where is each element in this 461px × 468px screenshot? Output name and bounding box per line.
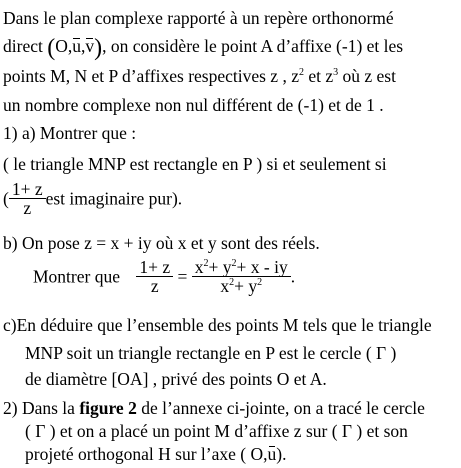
equals-sign: =	[177, 266, 188, 287]
fraction-denominator: z	[23, 198, 32, 218]
intro-line-4: un nombre complexe non nul différent de (-1) et de 1 .	[3, 95, 384, 115]
question-1a-fraction-line	[3, 180, 182, 226]
fraction-1-plus-z-over-z	[9, 180, 46, 217]
q2-projection-text: projeté orthogonal H sur l’axe ( O,	[25, 444, 268, 464]
lhs-denominator: z	[150, 276, 159, 296]
rhs-denominator: $x^2+ y^2$	[220, 276, 263, 296]
question-1c-line-1: c)En déduire que l’ensemble des points M tels que le triangle	[3, 315, 432, 335]
show-that-text: Montrer que	[33, 266, 120, 287]
question-1b-equation	[33, 258, 295, 308]
intro-direct: direct	[3, 36, 43, 56]
lhs-numerator: 1+ z	[136, 258, 173, 277]
question-1c-line-3: de diamètre [OA] , privé des points O et A.	[25, 369, 327, 389]
intro-line-2: direct (O,u,v), on considère le point A d’affixe (-1) et les	[3, 35, 404, 61]
imaginary-pure-text: est imaginaire pur).	[45, 188, 183, 209]
rhs-numerator: $x^2+ y^2+ x$ - iy	[192, 258, 291, 277]
question-2-line-3	[25, 444, 286, 464]
open-paren: (	[3, 188, 9, 209]
exponent-3: 3	[333, 67, 339, 79]
question-2-line-2: ( Γ ) et on a placé un point M d’affixe z sur ( Γ ) et son	[25, 421, 408, 441]
intro-where-z: où z est	[338, 66, 396, 86]
figure-2-label: figure 2	[79, 398, 137, 418]
equation-period: .	[290, 266, 296, 287]
frame-close-paren: )	[94, 35, 103, 61]
rhs-fraction	[192, 258, 291, 295]
frame-vector-u: u	[72, 36, 81, 56]
question-1b-heading: b) On pose z = x + iy où x et y sont des réels.	[3, 233, 320, 253]
axis-vector-u: u	[267, 444, 277, 464]
q2-close: ).	[276, 444, 287, 464]
question-1a-heading: 1) a) Montrer que :	[3, 123, 137, 143]
frame-origin: O	[55, 36, 68, 56]
q2-intro-rest: de l’annexe ci-jointe, on a tracé le cercle	[136, 398, 425, 418]
frame-vector-v: v	[85, 36, 95, 56]
lhs-fraction	[136, 258, 173, 295]
intro-line-3	[3, 66, 396, 86]
exponent-2: 2	[298, 67, 304, 79]
intro-and-z: et z	[303, 66, 334, 86]
question-1c-line-2: MNP soit un triangle rectangle en P est le cercle ( Γ )	[25, 343, 397, 363]
intro-points: points M, N et P d’affixes respectives z , z	[3, 66, 299, 86]
fraction-numerator: 1+ z	[9, 180, 46, 199]
question-2-line-1	[3, 398, 425, 418]
q2-intro: 2) Dans la	[3, 398, 80, 418]
intro-line-1: Dans le plan complexe rapporté à un repère orthonormé	[3, 8, 394, 28]
intro-line-2-rest: , on considère le point A d’affixe (-1) et les	[102, 36, 404, 56]
question-1a-statement: ( le triangle MNP est rectangle en P ) si et seulement si	[3, 154, 387, 174]
frame-open-paren: (	[47, 35, 56, 61]
